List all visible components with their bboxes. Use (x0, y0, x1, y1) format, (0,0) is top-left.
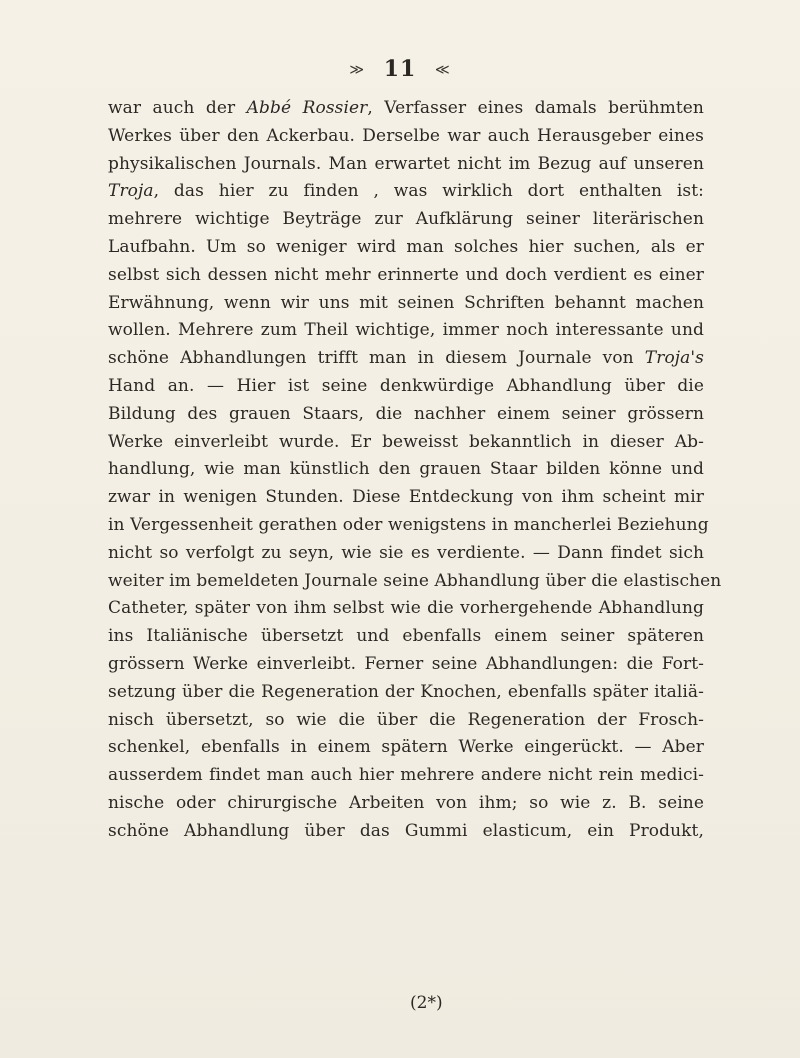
italic-name: Abbé Rossier (246, 98, 368, 118)
text-line (108, 540, 704, 568)
text-run: Werkes über den Ackerbau. Derselbe war auch Herausgeber eines (108, 125, 704, 146)
text-line (108, 623, 704, 651)
text-line (108, 234, 704, 262)
text-run: Laufbahn. Um so weniger wird man solches hier suchen, als er (108, 236, 704, 257)
text-line (108, 818, 704, 846)
left-ornament-icon: ≫ (349, 62, 366, 78)
text-run: physikalischen Journals. Man erwartet nicht im Bezug auf unseren (108, 153, 704, 174)
text-line (108, 401, 704, 429)
italic-name: Troja's (644, 348, 704, 369)
text-run: setzung über die Regeneration der Knochen, ebenfalls später italiä- (108, 681, 704, 702)
text-line (108, 95, 704, 123)
italic-name: Troja (108, 181, 154, 202)
page-number: 11 (383, 56, 417, 82)
text-line (108, 595, 704, 623)
text-run: handlung, wie man künstlich den grauen Staar bilden könne und (108, 459, 704, 480)
text-line (108, 762, 704, 790)
text-line (108, 206, 704, 234)
text-run: war auch der (108, 98, 247, 118)
signature-mark: (2*) (410, 993, 443, 1013)
text-run: schöne Abhandlungen trifft man in diesem Journale von (108, 348, 645, 369)
text-run: nicht so verfolgt zu seyn, wie sie es verdiente. — Dann findet sich (108, 542, 704, 563)
text-run: schenkel, ebenfalls in einem spätern Werke eingerückt. — Aber (108, 737, 704, 758)
text-run: wollen. Mehrere zum Theil wichtige, immer noch interessante und (108, 320, 704, 341)
page-header (0, 56, 800, 83)
text-run: Werke einverleibt wurde. Er beweisst bekanntlich in dieser Ab- (108, 431, 704, 452)
text-line (108, 484, 704, 512)
text-run: selbst sich dessen nicht mehr erinnerte und doch verdient es einer (108, 264, 704, 285)
text-line (108, 707, 704, 735)
text-run: , das hier zu finden , was wirklich dort enthalten ist: (153, 181, 704, 202)
text-line (108, 373, 704, 401)
text-run: nische oder chirurgische Arbeiten von ihm; so wie z. B. seine (108, 792, 704, 813)
text-line (108, 790, 704, 818)
text-run: ins Italiänische übersetzt und ebenfalls einem seiner späteren (108, 626, 704, 647)
text-run: zwar in wenigen Stunden. Diese Entdeckung von ihm scheint mir (108, 487, 704, 508)
text-line (108, 734, 704, 762)
text-line (108, 262, 704, 290)
text-run: mehrere wichtige Beyträge zur Aufklärung seiner literärischen (108, 209, 704, 230)
text-run: nisch übersetzt, so wie die über die Regeneration der Frosch- (108, 709, 704, 730)
text-run: schöne Abhandlung über das Gummi elasticum, ein Produkt, (108, 820, 704, 841)
text-run: , Verfasser eines damals berühmten (367, 98, 704, 118)
text-line (108, 651, 704, 679)
text-run: weiter im bemeldeten Journale seine Abhandlung über die elastischen (108, 570, 722, 591)
text-line (108, 178, 704, 206)
text-line (108, 123, 704, 151)
body-text (108, 95, 722, 846)
text-run: grössern Werke einverleibt. Ferner seine Abhandlungen: die Fort- (108, 653, 704, 674)
text-run: Bildung des grauen Staars, die nachher einem seiner grössern (108, 403, 704, 424)
text-run: Hand an. — Hier ist seine denkwürdige Abhandlung über die (108, 375, 704, 396)
right-ornament-icon: ≪ (434, 62, 451, 78)
text-line (108, 512, 709, 540)
text-line (108, 290, 704, 318)
text-run: Catheter, später von ihm selbst wie die vorhergehende Abhandlung (108, 598, 704, 619)
text-run: ausserdem findet man auch hier mehrere andere nicht rein medici- (108, 765, 704, 786)
text-line (108, 568, 722, 596)
text-line (108, 345, 704, 373)
text-line (108, 317, 704, 345)
text-line (108, 679, 704, 707)
text-line (108, 456, 704, 484)
text-line (108, 151, 704, 179)
text-line (108, 429, 704, 457)
text-run: in Vergessenheit gerathen oder wenigstens in mancherlei Beziehung (108, 514, 709, 535)
text-run: Erwähnung, wenn wir uns mit seinen Schriften behannt machen (108, 292, 704, 313)
